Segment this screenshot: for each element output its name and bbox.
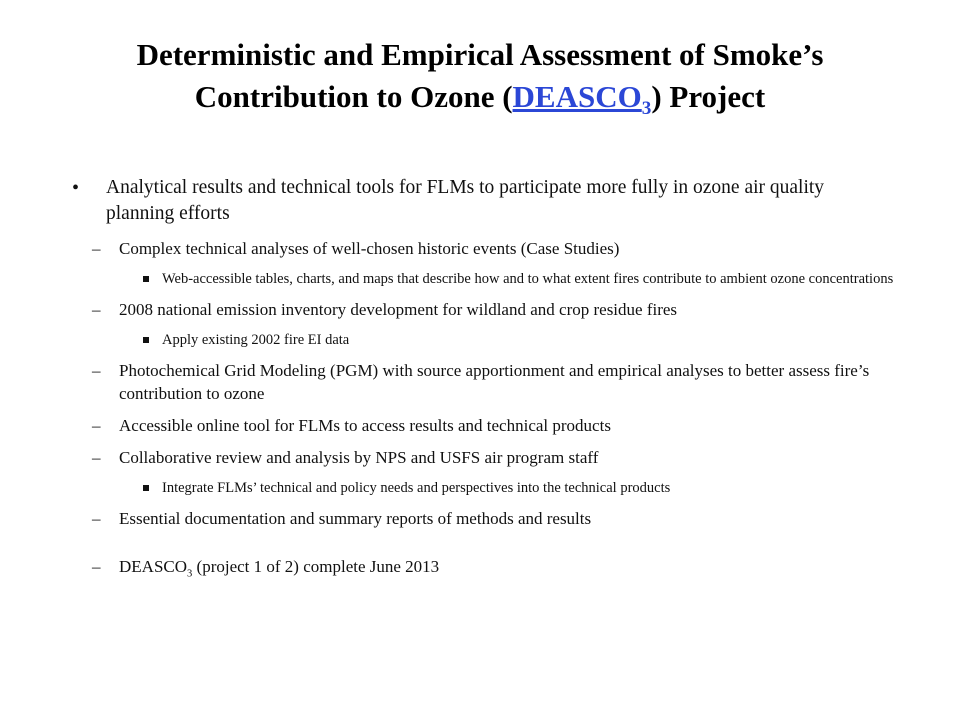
sub-list-item-text: Web-accessible tables, charts, and maps that describe how and to what extent fires contribute to ambient ozone concentrations xyxy=(162,271,894,287)
slide-title xyxy=(30,34,930,118)
deasco-link-subscript: 3 xyxy=(641,98,652,120)
completion-item xyxy=(0,555,960,578)
list-item xyxy=(0,414,960,437)
sub-list-item xyxy=(0,478,960,498)
title-line-1: Deterministic and Empirical Assessment of Smoke’s xyxy=(136,37,824,72)
slide-content xyxy=(0,175,960,587)
list-item-text: Essential documentation and summary reports of methods and results xyxy=(119,509,592,528)
dash-icon: – xyxy=(92,509,101,528)
list-item-text: Accessible online tool for FLMs to access results and technical products xyxy=(119,416,611,435)
dash-icon: – xyxy=(92,361,101,380)
title-prefix: Contribution to Ozone ( xyxy=(194,79,513,114)
sub-list-item-text: Apply existing 2002 fire EI data xyxy=(162,332,350,348)
main-bullet-text: Analytical results and technical tools for FLMs to participate more fully in ozone air quality planning efforts xyxy=(106,177,825,224)
square-bullet-icon xyxy=(143,485,149,491)
square-bullet-icon xyxy=(143,337,149,343)
completion-subscript: 3 xyxy=(187,568,193,580)
dash-icon: – xyxy=(92,239,101,258)
item-list xyxy=(0,237,960,530)
spacer xyxy=(0,539,960,555)
dash-icon: – xyxy=(92,448,101,467)
sub-list-item xyxy=(0,330,960,350)
deasco-link-text: DEASCO xyxy=(512,79,642,114)
title-suffix: ) Project xyxy=(651,79,766,114)
list-item xyxy=(0,298,960,321)
completion-text: (project 1 of 2) complete June 2013 xyxy=(192,557,440,576)
square-bullet-icon xyxy=(143,276,149,282)
dash-icon: – xyxy=(92,416,101,435)
list-item-text: Photochemical Grid Modeling (PGM) with source apportionment and empirical analyses to better assess fire’s contribution to ozone xyxy=(119,361,870,403)
deasco-link[interactable] xyxy=(512,79,652,120)
bullet-icon: • xyxy=(72,177,80,199)
list-item xyxy=(0,446,960,469)
completion-project-name: DEASCO xyxy=(119,557,188,576)
sub-list-item-text: Integrate FLMs’ technical and policy needs and perspectives into the technical products xyxy=(162,480,671,496)
main-bullet xyxy=(0,175,960,227)
title-line-2 xyxy=(30,76,930,118)
sub-list-item xyxy=(0,269,960,289)
dash-icon: – xyxy=(92,557,101,576)
list-item-text: Complex technical analyses of well-chosen historic events (Case Studies) xyxy=(119,239,620,258)
list-item xyxy=(0,507,960,530)
list-item-text: 2008 national emission inventory development for wildland and crop residue fires xyxy=(119,300,678,319)
list-item xyxy=(0,359,960,405)
list-item xyxy=(0,237,960,260)
dash-icon: – xyxy=(92,300,101,319)
list-item-text: Collaborative review and analysis by NPS and USFS air program staff xyxy=(119,448,599,467)
